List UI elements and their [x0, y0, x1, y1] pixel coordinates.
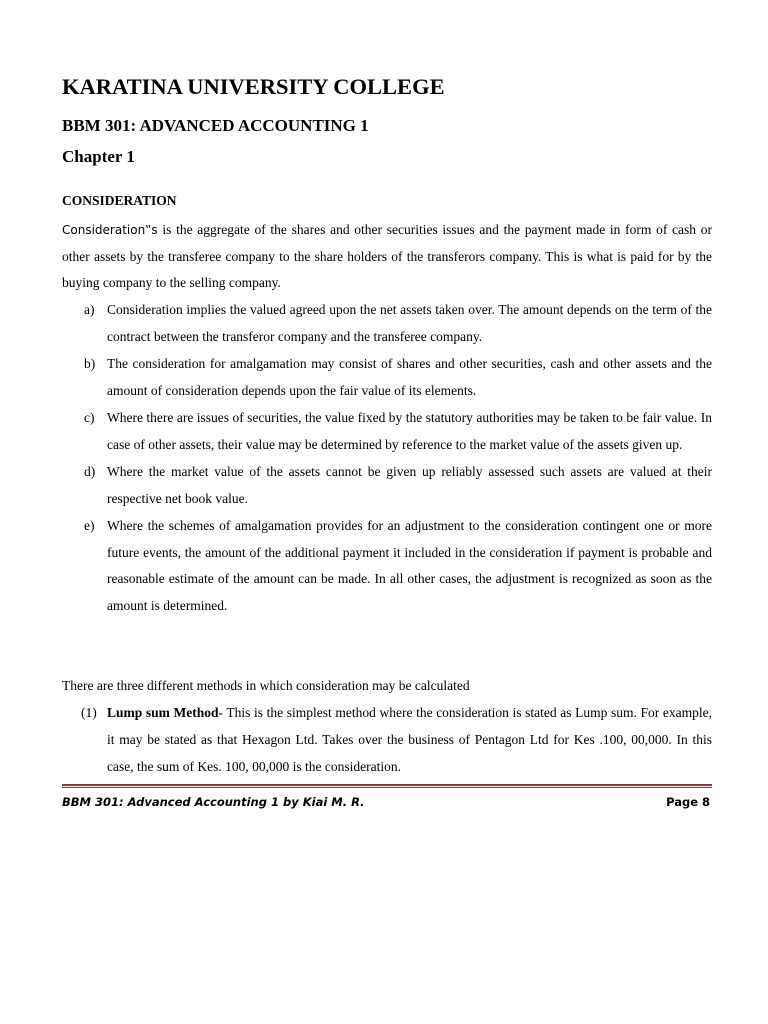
course-title: BBM 301: ADVANCED ACCOUNTING 1: [62, 116, 369, 135]
list-item-text: Where the schemes of amalgamation provides for an adjustment to the consideration contingent one or more future events, the amount of the additional payment it included in the consideration if payment is probable and reasonable estimate of the amount can be made. In all other cases, the adjustment is recognized as soon as the amount is determined.: [107, 518, 712, 613]
list-item-text: Where there are issues of securities, the value fixed by the statutory authorities may be taken to be fair value. In case of other assets, their value may be determined by reference to the market value of the assets given up.: [107, 410, 712, 452]
list-item: [62, 351, 712, 404]
method-item-lump-sum: [62, 699, 712, 780]
chapter-heading: Chapter 1: [62, 147, 135, 166]
list-item-text: The consideration for amalgamation may consist of shares and other securities, cash and other assets and the amount of consideration depends upon the fair value of its elements.: [107, 356, 712, 398]
method-description: - This is the simplest method where the consideration is stated as Lump sum. For example, it may be stated as that Hexagon Ltd. Takes over the business of Pentagon Ltd for Kes .100, 00,000. In this case, the sum of Kes. 100, 00,000 is the consideration.: [107, 705, 712, 774]
list-item-text: Consideration implies the valued agreed upon the net assets taken over. The amount depends on the term of the contract between the transferor company and the transferee company.: [107, 302, 712, 344]
page-number: Page 8: [666, 795, 710, 809]
list-item-text: Where the market value of the assets cannot be given up reliably assessed such assets are valued at their respective net book value.: [107, 464, 712, 506]
consideration-points-list: [62, 297, 712, 620]
list-item: [62, 459, 712, 512]
list-marker: a): [84, 302, 95, 317]
list-marker: e): [84, 518, 95, 533]
footer-divider: [62, 784, 712, 788]
list-marker: c): [84, 410, 95, 425]
methods-intro: There are three different methods in which consideration may be calculated: [62, 678, 470, 693]
list-marker: b): [84, 356, 96, 371]
method-label: Lump sum Method: [107, 705, 219, 720]
list-item: [62, 405, 712, 458]
intro-text: is the aggregate of the shares and other securities issues and the payment made in form of cash or other assets by the transferee company to the share holders of the transferors company. This is what is paid for by the buying company to the selling company.: [62, 222, 712, 290]
footer-course-author: BBM 301: Advanced Accounting 1 by Kiai M. R.: [62, 795, 365, 809]
intro-term: Consideration‟s: [62, 223, 158, 237]
page-title: KARATINA UNIVERSITY COLLEGE: [62, 74, 445, 99]
intro-paragraph: [62, 217, 712, 297]
list-marker: d): [84, 464, 96, 479]
method-marker: (1): [81, 705, 97, 720]
method-text-block: [62, 699, 712, 780]
list-item: [62, 513, 712, 619]
list-item: [62, 297, 712, 350]
section-heading: CONSIDERATION: [62, 193, 177, 208]
